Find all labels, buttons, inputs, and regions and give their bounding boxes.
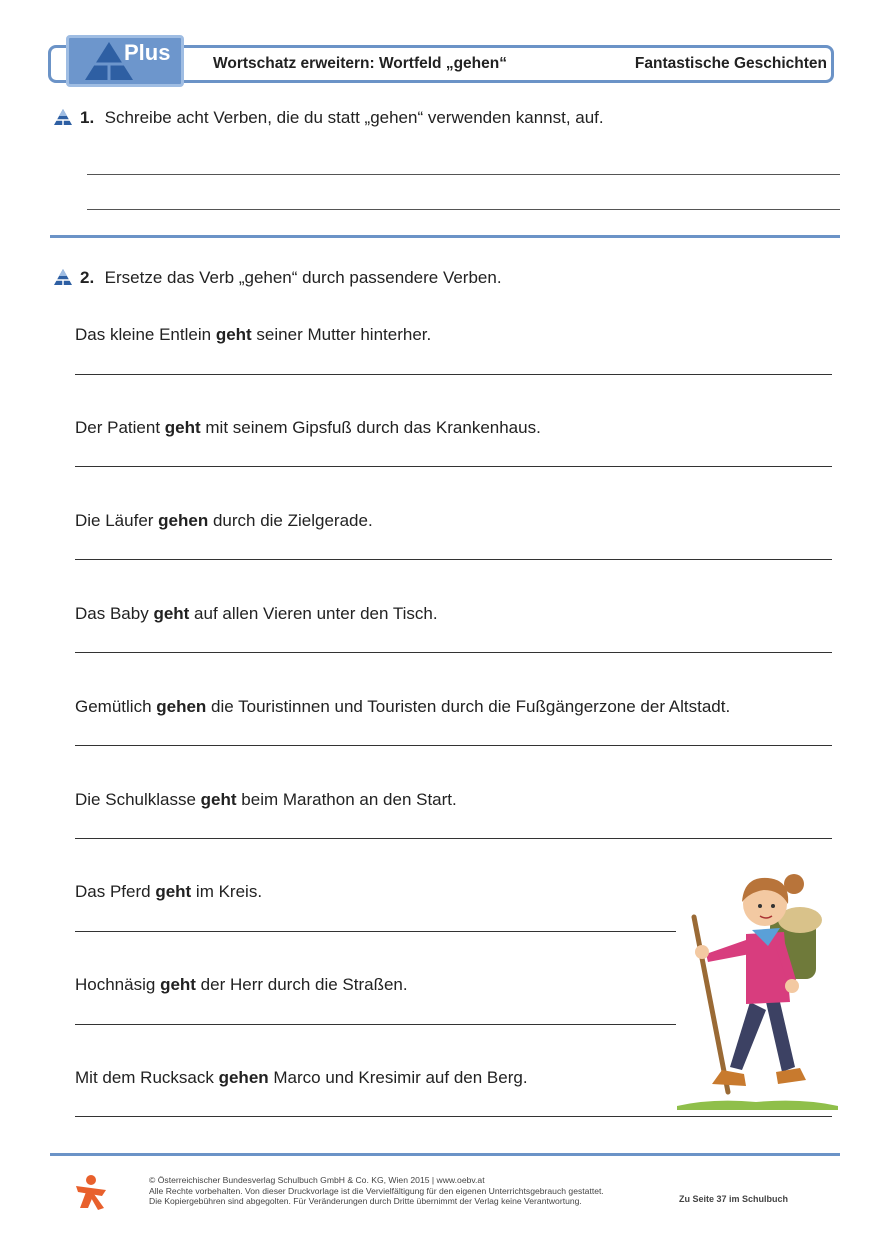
answer-line[interactable] xyxy=(75,559,832,560)
task-2-instruction: Ersetze das Verb „gehen“ durch passendere Verben. xyxy=(104,268,502,287)
verb-highlight: geht xyxy=(200,790,237,809)
task-1-answer-line[interactable] xyxy=(87,174,840,175)
answer-line[interactable] xyxy=(75,1116,832,1117)
answer-line[interactable] xyxy=(75,466,832,467)
answer-line[interactable] xyxy=(75,652,832,653)
answer-line[interactable] xyxy=(75,374,832,375)
section-divider xyxy=(50,235,840,238)
sentence-4: Das Baby geht auf allen Vieren unter den Tisch. xyxy=(75,604,438,623)
answer-line[interactable] xyxy=(75,931,676,932)
answer-line[interactable] xyxy=(75,745,832,746)
sentence-3: Die Läufer gehen durch die Zielgerade. xyxy=(75,511,373,530)
plus-label: Plus xyxy=(124,40,171,65)
sentence-2: Der Patient geht mit seinem Gipsfuß durch das Krankenhaus. xyxy=(75,418,541,437)
footer-rights: Alle Rechte vorbehalten. Von dieser Druckvorlage ist die Vervielfältigung für den eigenen Unterrichtsgebrauch gestattet. xyxy=(149,1185,604,1196)
publisher-logo-icon xyxy=(72,1172,110,1210)
footer-legal xyxy=(149,1175,604,1207)
sentence-8: Hochnäsig geht der Herr durch die Straßen. xyxy=(75,975,408,994)
task-1-answer-line[interactable] xyxy=(87,209,840,210)
verb-highlight: geht xyxy=(153,604,190,623)
verb-highlight: gehen xyxy=(158,511,209,530)
schoolbook-page-reference: Zu Seite 37 im Schulbuch xyxy=(679,1194,789,1204)
worksheet-title: Wortschatz erweitern: Wortfeld „gehen“ xyxy=(213,55,507,72)
sentence-1: Das kleine Entlein geht seiner Mutter hinterher. xyxy=(75,325,432,344)
verb-highlight: gehen xyxy=(156,697,207,716)
worksheet-topic: Fantastische Geschichten xyxy=(634,55,827,72)
verb-highlight: geht xyxy=(164,418,201,437)
mountain-icon xyxy=(53,268,73,286)
sentence-9: Mit dem Rucksack gehen Marco und Kresimir auf den Berg. xyxy=(75,1068,528,1087)
answer-line[interactable] xyxy=(75,1024,676,1025)
task-2-heading xyxy=(80,268,502,288)
sentence-5: Gemütlich gehen die Touristinnen und Touristen durch die Fußgängerzone der Altstadt. xyxy=(75,697,731,716)
task-1-heading xyxy=(80,108,604,128)
mountain-icon xyxy=(53,108,73,126)
footer-fees: Die Kopiergebühren sind abgegolten. Für Veränderungen durch Dritte übernimmt der Verlag keine Verantwortung. xyxy=(149,1196,582,1206)
verb-highlight: geht xyxy=(155,882,192,901)
task-1-instruction: Schreibe acht Verben, die du statt „gehen“ verwenden kannst, auf. xyxy=(104,108,604,127)
footer-copyright: © Österreichischer Bundesverlag Schulbuch GmbH & Co. KG, Wien 2015 | www.oebv.at xyxy=(149,1175,485,1185)
footer-divider xyxy=(50,1153,840,1156)
answer-line[interactable] xyxy=(75,838,832,839)
verb-highlight: gehen xyxy=(218,1068,269,1087)
sentence-6: Die Schulklasse geht beim Marathon an den Start. xyxy=(75,790,457,809)
verb-highlight: geht xyxy=(215,325,252,344)
hiker-girl-illustration xyxy=(672,862,840,1112)
task-1-number: 1. xyxy=(80,108,95,127)
verb-highlight: geht xyxy=(160,975,196,994)
sentence-7: Das Pferd geht im Kreis. xyxy=(75,882,263,901)
task-2-number: 2. xyxy=(80,268,95,287)
